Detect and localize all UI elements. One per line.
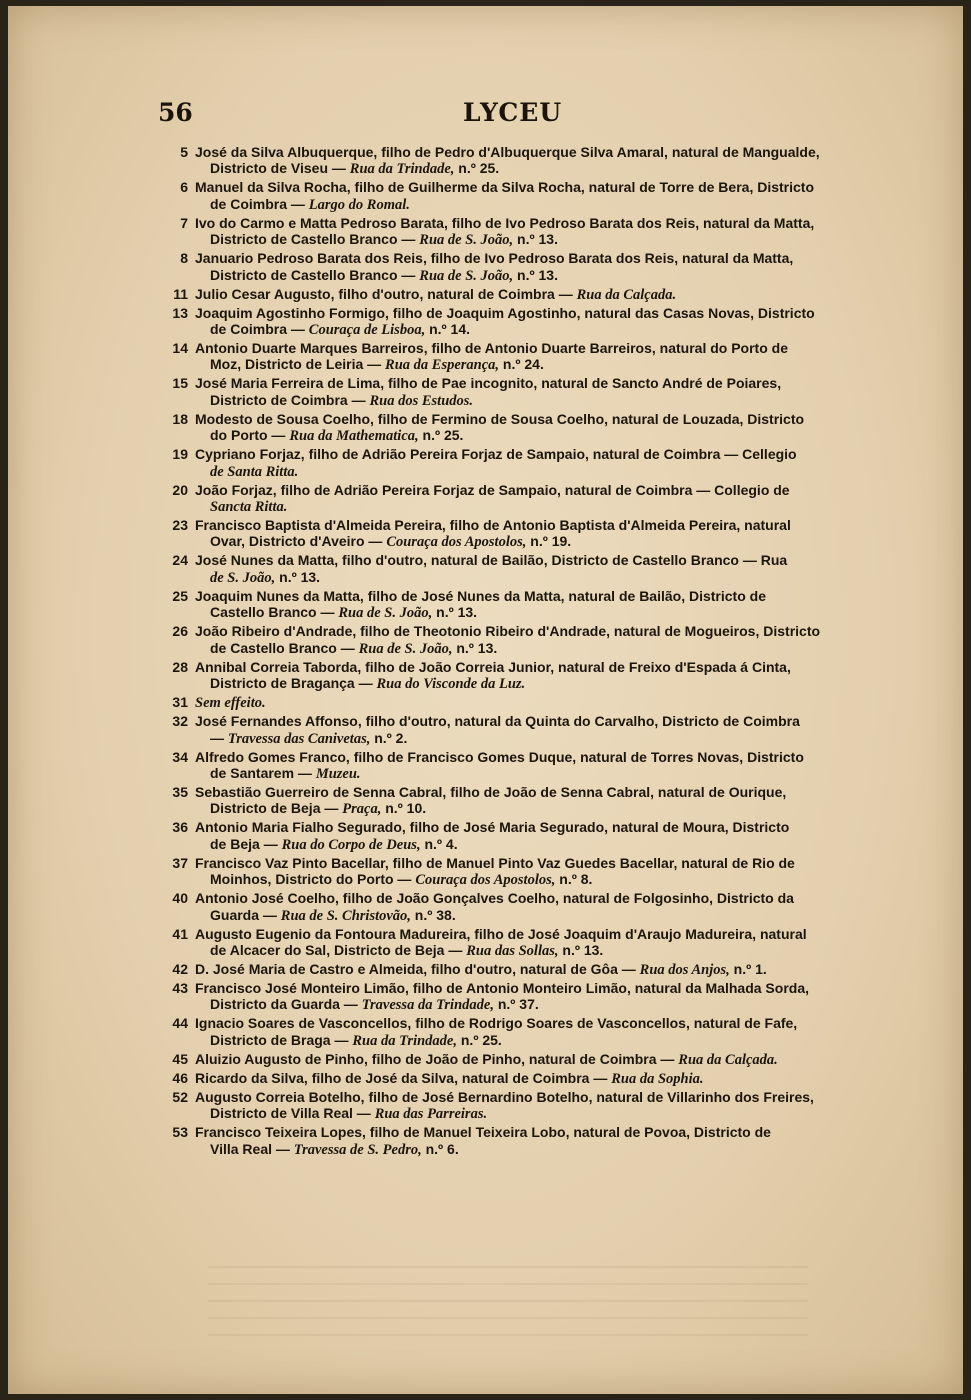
page-header xyxy=(158,98,858,138)
entry-house-number: n.º 14. xyxy=(425,321,470,338)
entry-address: Praça, xyxy=(342,801,382,818)
list-item xyxy=(158,1124,870,1158)
entry-address: Rua de S. João, xyxy=(338,605,433,622)
entry-description: Julio Cesar Augusto, filho d'outro, natural de Coimbra — xyxy=(195,285,577,302)
entry-number: 42 xyxy=(172,960,188,977)
entry-continuation xyxy=(195,533,870,550)
entry-address: Rua dos Estudos. xyxy=(369,392,474,409)
entry-number: 6 xyxy=(180,179,188,196)
list-item xyxy=(158,713,870,747)
entry-continuation xyxy=(195,569,870,586)
entry-address: Travessa das Canivetas, xyxy=(227,730,371,747)
entry-text xyxy=(195,980,870,1014)
entry-address: Rua de S. João, xyxy=(419,232,514,249)
entry-description: Antonio Duarte Marques Barreiros, filho de Antonio Duarte Barreiros, natural do Porto de xyxy=(195,340,788,357)
entry-address: Rua da Trindade, xyxy=(352,1032,457,1049)
list-item xyxy=(158,890,870,924)
entry-description: Augusto Eugenio da Fontoura Madureira, filho de José Joaquim d'Araujo Madureira, natural xyxy=(195,925,807,942)
entry-number: 20 xyxy=(172,481,188,498)
entry-number: 18 xyxy=(172,410,188,427)
entry-description: Sebastião Guerreiro de Senna Cabral, filho de João de Senna Cabral, natural de Ourique, xyxy=(195,783,787,800)
list-item xyxy=(158,588,870,622)
entry-number: 43 xyxy=(172,979,188,996)
entry-number: 31 xyxy=(172,694,188,711)
entry-house-number: n.º 13. xyxy=(275,568,321,585)
entry-number: 15 xyxy=(172,375,188,392)
entry-continuation xyxy=(195,907,870,924)
entry-house-number: n.º 8. xyxy=(555,871,593,888)
entry-number: 32 xyxy=(172,713,188,730)
entry-text xyxy=(195,749,870,783)
entry-location: Ovar, Districto d'Aveiro — xyxy=(210,533,387,550)
entry-description: Modesto de Sousa Coelho, filho de Fermino de Sousa Coelho, natural de Louzada, Districto xyxy=(195,410,805,427)
entry-continuation xyxy=(195,836,870,853)
entry-number: 44 xyxy=(172,1015,188,1032)
list-item xyxy=(158,552,870,586)
entry-location: — xyxy=(210,729,228,746)
entry-number: 25 xyxy=(172,587,188,604)
entry-text xyxy=(195,713,870,747)
entry-number: 24 xyxy=(172,552,188,569)
list-item xyxy=(158,215,870,249)
list-item xyxy=(158,1089,870,1123)
list-item xyxy=(158,144,870,178)
entry-text xyxy=(195,144,870,178)
entry-number: 53 xyxy=(172,1124,188,1141)
list-item xyxy=(158,694,870,711)
entry-continuation xyxy=(195,871,870,888)
entry-description: Ricardo da Silva, filho de José da Silva, natural de Coimbra — xyxy=(195,1069,612,1086)
entry-description: Januario Pedroso Barata dos Reis, filho de Ivo Pedroso Barata dos Reis, natural da Matta, xyxy=(195,250,794,267)
list-item xyxy=(158,517,870,551)
entry-description: José Fernandes Affonso, filho d'outro, natural da Quinta do Carvalho, Districto de Coimbra xyxy=(195,713,800,730)
list-item xyxy=(158,446,870,480)
list-item xyxy=(158,961,870,978)
entry-text xyxy=(195,482,870,516)
entry-text xyxy=(195,961,870,978)
entry-location: Districto de Castello Branco — xyxy=(210,231,420,248)
entry-text xyxy=(195,446,870,480)
list-item xyxy=(158,375,870,409)
entry-description: José Nunes da Matta, filho d'outro, natural de Bailão, Districto de Castello Branco — Rua xyxy=(195,552,788,569)
list-item xyxy=(158,340,870,374)
entry-house-number: n.º 24. xyxy=(499,356,544,373)
entry-house-number: n.º 25. xyxy=(454,160,500,177)
entry-continuation xyxy=(195,498,870,515)
entry-text xyxy=(195,1124,870,1158)
entry-number: 19 xyxy=(172,446,188,463)
entry-location: Villa Real — xyxy=(210,1140,294,1157)
entry-text xyxy=(195,1051,870,1068)
entry-number: 8 xyxy=(180,250,188,267)
book-page xyxy=(8,6,963,1394)
entry-location: Districto de Viseu — xyxy=(210,160,350,177)
list-item xyxy=(158,1051,870,1068)
entry-number: 46 xyxy=(172,1069,188,1086)
entry-address: Couraça de Lisboa, xyxy=(308,322,426,339)
entry-address: Couraça dos Apostolos, xyxy=(415,872,556,889)
entry-location: de Alcacer do Sal, Districto de Beja — xyxy=(210,941,467,958)
entry-house-number: n.º 13. xyxy=(432,604,478,621)
list-item xyxy=(158,819,870,853)
entry-description: Ignacio Soares de Vasconcellos, filho de Rodrigo Soares de Vasconcellos, natural de Fafe, xyxy=(195,1015,798,1032)
entry-location: Moinhos, Districto do Porto — xyxy=(210,871,416,888)
entry-location: Districto de Coimbra — xyxy=(210,391,370,408)
entry-description: Antonio José Coelho, filho de João Gonçalves Coelho, natural de Folgosinho, Districto da xyxy=(195,890,794,907)
list-item xyxy=(158,855,870,889)
entry-address: Rua das Sollas, xyxy=(466,942,559,959)
entry-continuation xyxy=(195,640,870,657)
entry-continuation xyxy=(195,231,870,248)
list-item xyxy=(158,926,870,960)
entry-description: José da Silva Albuquerque, filho de Pedro d'Albuquerque Silva Amaral, natural de Mangualde, xyxy=(195,144,820,160)
entry-number: 23 xyxy=(172,517,188,534)
entry-text xyxy=(195,411,870,445)
entry-text xyxy=(195,250,870,284)
entry-text xyxy=(195,340,870,374)
list-item xyxy=(158,659,870,693)
entry-address: Rua de S. Christovão, xyxy=(280,907,411,924)
entry-description: João Forjaz, filho de Adrião Pereira Forjaz de Sampaio, natural de Coimbra — Collegio de xyxy=(195,481,790,498)
entry-number: 5 xyxy=(180,144,188,160)
entry-continuation xyxy=(195,942,870,959)
entry-number: 40 xyxy=(172,890,188,907)
entry-text xyxy=(195,1089,870,1123)
list-item xyxy=(158,286,870,303)
list-item xyxy=(158,749,870,783)
entry-location: de Coimbra — xyxy=(210,195,309,212)
entry-house-number: n.º 2. xyxy=(370,729,408,746)
entry-house-number: n.º 4. xyxy=(420,835,458,852)
entry-location: Districto da Guarda — xyxy=(210,996,362,1013)
student-list xyxy=(158,144,870,1160)
list-item xyxy=(158,250,870,284)
entry-continuation xyxy=(195,160,870,177)
entry-continuation xyxy=(195,267,870,284)
entry-house-number: n.º 6. xyxy=(421,1140,459,1157)
entry-address: Sancta Ritta. xyxy=(210,499,288,516)
entry-description: D. José Maria de Castro e Almeida, filho d'outro, natural de Gôa — xyxy=(195,960,640,977)
entry-house-number: n.º 13. xyxy=(513,231,558,248)
entry-description: Joaquim Nunes da Matta, filho de José Nunes da Matta, natural de Bailão, Districto de xyxy=(195,587,766,604)
entry-continuation xyxy=(195,730,870,747)
entry-number: 28 xyxy=(172,658,188,675)
entry-address: Rua da Esperança, xyxy=(385,357,500,374)
entry-continuation xyxy=(195,392,870,409)
entry-location: Districto de Beja — xyxy=(210,800,343,817)
entry-location: Districto de Villa Real — xyxy=(210,1105,375,1122)
entry-number: 52 xyxy=(172,1088,188,1105)
entry-description: Francisco Teixeira Lopes, filho de Manuel Teixeira Lobo, natural de Povoa, Districto de xyxy=(195,1124,771,1141)
entry-text xyxy=(195,179,870,213)
entry-text xyxy=(195,552,870,586)
entry-description: Aluizio Augusto de Pinho, filho de João de Pinho, natural de Coimbra — xyxy=(195,1050,679,1067)
entry-number: 45 xyxy=(172,1050,188,1067)
entry-description: José Maria Ferreira de Lima, filho de Pae incognito, natural de Sancto André de Poiares, xyxy=(195,375,782,392)
entry-continuation xyxy=(195,604,870,621)
entry-continuation xyxy=(195,321,870,338)
entry-address: Rua de S. João, xyxy=(358,640,453,657)
entry-location: Castello Branco — xyxy=(210,604,339,621)
entry-address: Rua da Trindade, xyxy=(349,161,455,178)
entry-house-number: n.º 38. xyxy=(410,906,456,923)
entry-text xyxy=(195,926,870,960)
entry-house-number: n.º 1. xyxy=(729,960,767,977)
entry-location: Districto de Castello Branco — xyxy=(210,266,420,283)
entry-number: 35 xyxy=(172,783,188,800)
entry-location: Districto de Braga — xyxy=(210,1031,353,1048)
entry-continuation xyxy=(195,996,870,1013)
entry-address: de S. João, xyxy=(210,569,276,586)
entry-number: 34 xyxy=(172,748,188,765)
entry-continuation xyxy=(195,463,870,480)
list-item xyxy=(158,411,870,445)
entry-address: Travessa de S. Pedro, xyxy=(293,1141,422,1158)
entry-continuation xyxy=(195,427,870,444)
entry-number: 36 xyxy=(172,819,188,836)
entry-continuation xyxy=(195,196,870,213)
entry-text xyxy=(195,215,870,249)
entry-number: 13 xyxy=(172,304,188,321)
entry-address: Rua do Visconde da Luz. xyxy=(376,676,526,693)
entry-continuation xyxy=(195,800,870,817)
entry-address: Rua da Mathematica, xyxy=(289,428,419,445)
entry-address: Sem effeito. xyxy=(195,695,266,712)
entry-text xyxy=(195,819,870,853)
entry-continuation xyxy=(195,1141,870,1158)
entry-location: Districto de Bragança — xyxy=(210,675,377,692)
entry-description: Augusto Correia Botelho, filho de José Bernardino Botelho, natural de Villarinho dos Freires, xyxy=(195,1088,814,1105)
entry-house-number: n.º 19. xyxy=(526,533,572,550)
entry-address: Rua da Calçada. xyxy=(576,286,677,303)
list-item xyxy=(158,1070,870,1087)
entry-number: 41 xyxy=(172,925,188,942)
entry-text xyxy=(195,784,870,818)
entry-location: do Porto — xyxy=(210,427,290,444)
entry-description: Francisco Baptista d'Almeida Pereira, filho de Antonio Baptista d'Almeida Pereira, natural xyxy=(195,517,791,534)
entry-address: Couraça dos Apostolos, xyxy=(386,534,527,551)
entry-address: Largo do Romal. xyxy=(308,196,410,213)
entry-text xyxy=(195,1070,870,1087)
list-item xyxy=(158,305,870,339)
entry-continuation xyxy=(195,1105,870,1122)
page-number: 56 xyxy=(158,98,193,127)
entry-location: Moz, Districto de Leiria — xyxy=(210,356,386,373)
entry-continuation xyxy=(195,1032,870,1049)
list-item xyxy=(158,623,870,657)
entry-text xyxy=(195,1015,870,1049)
entry-text xyxy=(195,305,870,339)
list-item xyxy=(158,784,870,818)
entry-number: 26 xyxy=(172,623,188,640)
entry-house-number: n.º 13. xyxy=(558,941,604,958)
list-item xyxy=(158,980,870,1014)
entry-description: Annibal Correia Taborda, filho de João Correia Junior, natural de Freixo d'Espada á Cinta, xyxy=(195,658,791,675)
entry-continuation xyxy=(195,675,870,692)
entry-text xyxy=(195,375,870,409)
entry-address: de Santa Ritta. xyxy=(210,463,299,480)
entry-house-number: n.º 25. xyxy=(456,1031,502,1048)
entry-text xyxy=(195,694,870,711)
entry-location: Guarda — xyxy=(210,906,281,923)
entry-description: João Ribeiro d'Andrade, filho de Theotonio Ribeiro d'Andrade, natural de Mogueiros, Districto xyxy=(195,623,821,640)
entry-continuation xyxy=(195,356,870,373)
entry-house-number: n.º 13. xyxy=(513,266,558,283)
entry-address: Rua do Corpo de Deus, xyxy=(281,836,421,853)
entry-address: Rua da Sophia. xyxy=(611,1070,704,1087)
entry-text xyxy=(195,623,870,657)
list-item xyxy=(158,482,870,516)
entry-description: Francisco José Monteiro Limão, filho de Antonio Monteiro Limão, natural da Malhada Sorda, xyxy=(195,979,809,996)
entry-continuation xyxy=(195,765,870,782)
entry-house-number: n.º 13. xyxy=(452,639,498,656)
entry-text xyxy=(195,588,870,622)
entry-house-number: n.º 25. xyxy=(418,427,464,444)
list-item xyxy=(158,1015,870,1049)
entry-location: de Santarem — xyxy=(210,764,316,781)
entry-address: Muzeu. xyxy=(315,765,361,782)
entry-location: de Beja — xyxy=(210,835,282,852)
entry-text xyxy=(195,517,870,551)
entry-address: Rua de S. João, xyxy=(419,267,514,284)
entry-text xyxy=(195,890,870,924)
entry-description: Manuel da Silva Rocha, filho de Guilherme da Silva Rocha, natural de Torre de Bera, Districto xyxy=(195,179,815,196)
entry-text xyxy=(195,659,870,693)
entry-number: 14 xyxy=(172,340,188,357)
entry-location: de Castello Branco — xyxy=(210,639,359,656)
entry-description: Ivo do Carmo e Matta Pedroso Barata, filho de Ivo Pedroso Barata dos Reis, natural da Matta, xyxy=(195,214,815,231)
entry-description: Cypriano Forjaz, filho de Adrião Pereira Forjaz de Sampaio, natural de Coimbra — Cellegio xyxy=(195,446,797,463)
entry-text xyxy=(195,855,870,889)
entry-description: Joaquim Agostinho Formigo, filho de Joaquim Agostinho, natural das Casas Novas, Districto xyxy=(195,304,815,321)
entry-address: Travessa da Trindade, xyxy=(361,997,494,1014)
list-item xyxy=(158,179,870,213)
entry-location: de Coimbra — xyxy=(210,321,309,338)
entry-number: 7 xyxy=(180,214,188,231)
entry-number: 11 xyxy=(173,285,188,302)
entry-house-number: n.º 10. xyxy=(381,800,427,817)
running-title: LYCEU xyxy=(463,98,563,127)
entry-number: 37 xyxy=(172,854,188,871)
entry-description: Alfredo Gomes Franco, filho de Francisco Gomes Duque, natural de Torres Novas, Districto xyxy=(195,748,804,765)
entry-description: Antonio Maria Fialho Segurado, filho de José Maria Segurado, natural de Moura, Districto xyxy=(195,819,790,836)
entry-address: Rua das Parreiras. xyxy=(374,1106,488,1123)
entry-address: Rua da Calçada. xyxy=(678,1051,778,1068)
entry-address: Rua dos Anjos, xyxy=(639,961,730,978)
entry-text xyxy=(195,286,870,303)
entry-house-number: n.º 37. xyxy=(493,996,539,1013)
entry-description: Francisco Vaz Pinto Bacellar, filho de Manuel Pinto Vaz Guedes Bacellar, natural de Rio de xyxy=(195,854,795,871)
bleed-through-text xyxy=(208,1266,808,1346)
